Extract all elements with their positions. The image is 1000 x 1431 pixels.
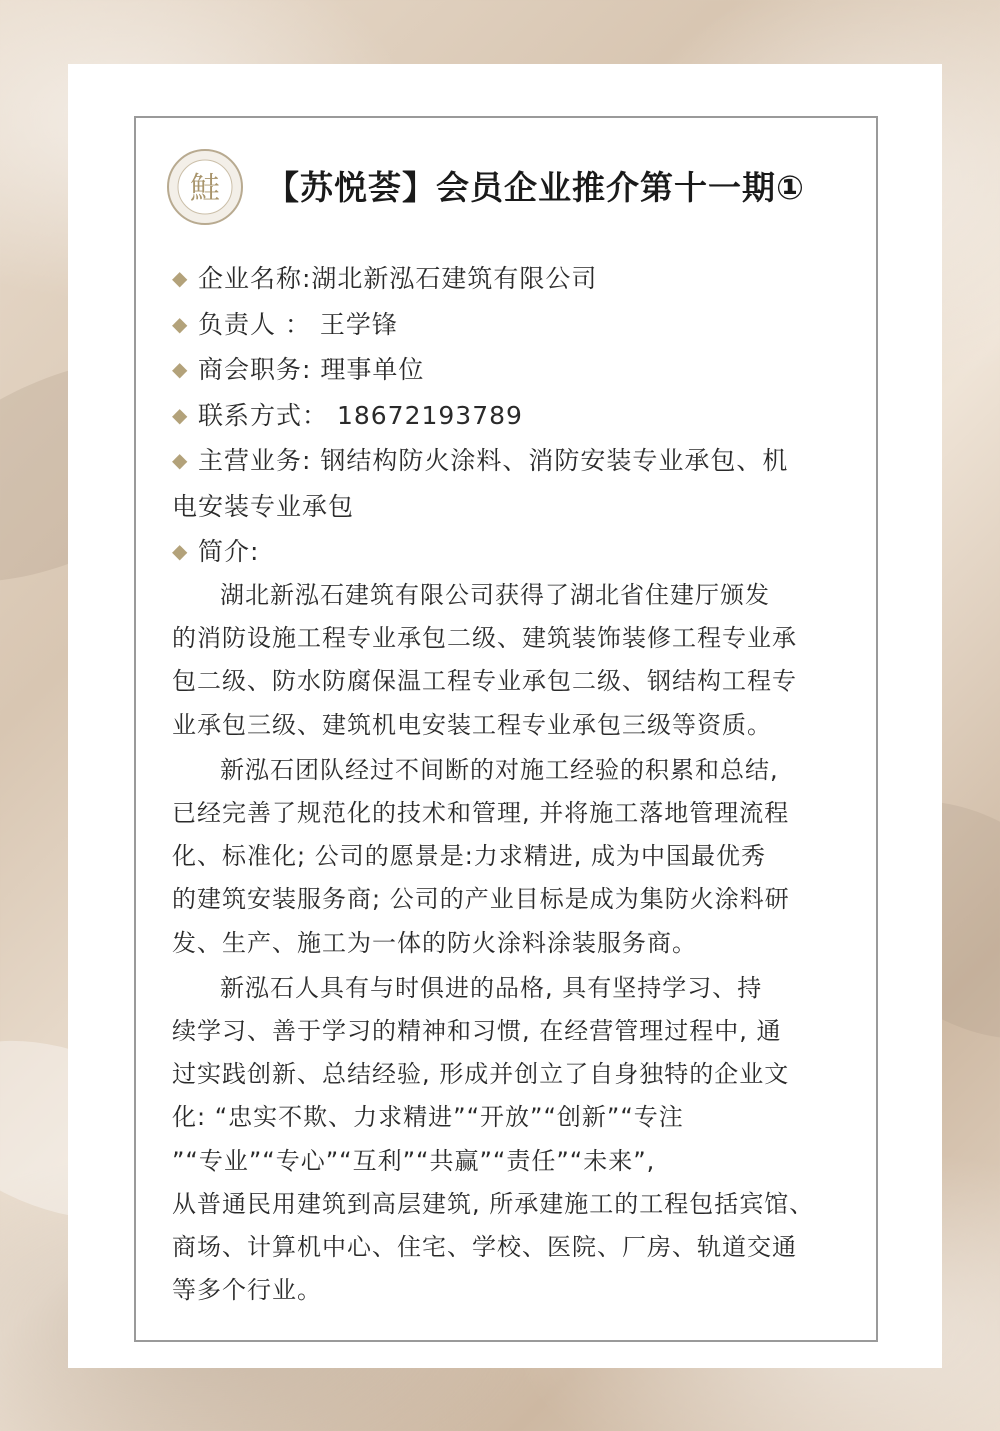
paragraph-line: 商场、计算机中心、住宅、学校、医院、厂房、轨道交通 [172,1233,797,1262]
info-company-name: ◆ 企业名称:湖北新泓石建筑有限公司 [172,256,872,302]
paragraph-line: 发、生产、施工为一体的防火涂料涂装服务商。 [172,928,697,957]
info-intro-label: ◆ 简介: [172,529,872,575]
info-contact: ◆ 联系方式： 18672193789 [172,393,872,439]
diamond-bullet-icon: ◆ [172,266,189,290]
info-person-in-charge: ◆ 负责人 ： 王学锋 [172,302,872,348]
info-main-business-continued: 电安装专业承包 [172,491,355,521]
intro-body [172,574,872,1312]
diamond-bullet-icon: ◆ [172,539,189,563]
paragraph-line: 新泓石团队经过不间断的对施工经验的积累和总结, [220,755,779,784]
poster-frame [134,116,878,1342]
paragraph-line: 湖北新泓石建筑有限公司获得了湖北省住建厅颁发 [220,581,770,609]
paragraph-line: 新泓石人具有与时俱进的品格, 具有坚持学习、持 [220,973,763,1002]
paragraph-line: 的消防设施工程专业承包二级、建筑装饰装修工程专业承 [172,624,797,653]
paragraph-line: 化: “忠实不欺、力求精进”“开放”“创新”“专注 [172,1103,684,1132]
paragraph-line: 过实践创新、总结经验, 形成并创立了自身独特的企业文 [172,1060,790,1089]
info-main-business: ◆ 主营业务: 钢结构防火涂料、消防安装专业承包、机 [172,438,872,484]
paragraph-line: 等多个行业。 [172,1276,322,1305]
poster-card [68,64,942,1368]
paragraph-line: 已经完善了规范化的技术和管理, 并将施工落地管理流程 [172,799,790,828]
chamber-logo-icon [166,148,244,226]
diamond-bullet-icon: ◆ [172,311,189,336]
diamond-bullet-icon: ◆ [172,448,189,472]
paragraph-line: ”“专业”“专心”“互利”“共赢”“责任”“未来”, [172,1146,656,1175]
paragraph-line: 的建筑安装服务商; 公司的产业目标是成为集防火涂料研 [172,885,790,914]
info-list [172,256,872,575]
diamond-bullet-icon: ◆ [172,357,189,381]
svg-text:鮭: 鮭 [190,171,220,206]
intro-paragraph-1 [172,574,872,747]
paragraph-line: 续学习、善于学习的精神和习惯, 在经营管理过程中, 通 [172,1017,782,1046]
paragraph-line: 化、标准化; 公司的愿景是:力求精进, 成为中国最优秀 [172,842,767,871]
intro-paragraph-3 [172,967,872,1313]
paragraph-line: 业承包三级、建筑机电安装工程专业承包三级等资质。 [172,710,772,739]
paragraph-line: 从普通民用建筑到高层建筑, 所承建施工的工程包括宾馆、 [172,1189,815,1218]
info-chamber-role: ◆ 商会职务: 理事单位 [172,347,872,393]
paragraph-line: 包二级、防水防腐保温工程专业承包二级、钢结构工程专 [172,667,797,696]
intro-paragraph-2 [172,749,872,965]
page-title: 【苏悦荟】会员企业推介第十一期① [266,168,805,207]
diamond-bullet-icon: ◆ [172,402,189,427]
